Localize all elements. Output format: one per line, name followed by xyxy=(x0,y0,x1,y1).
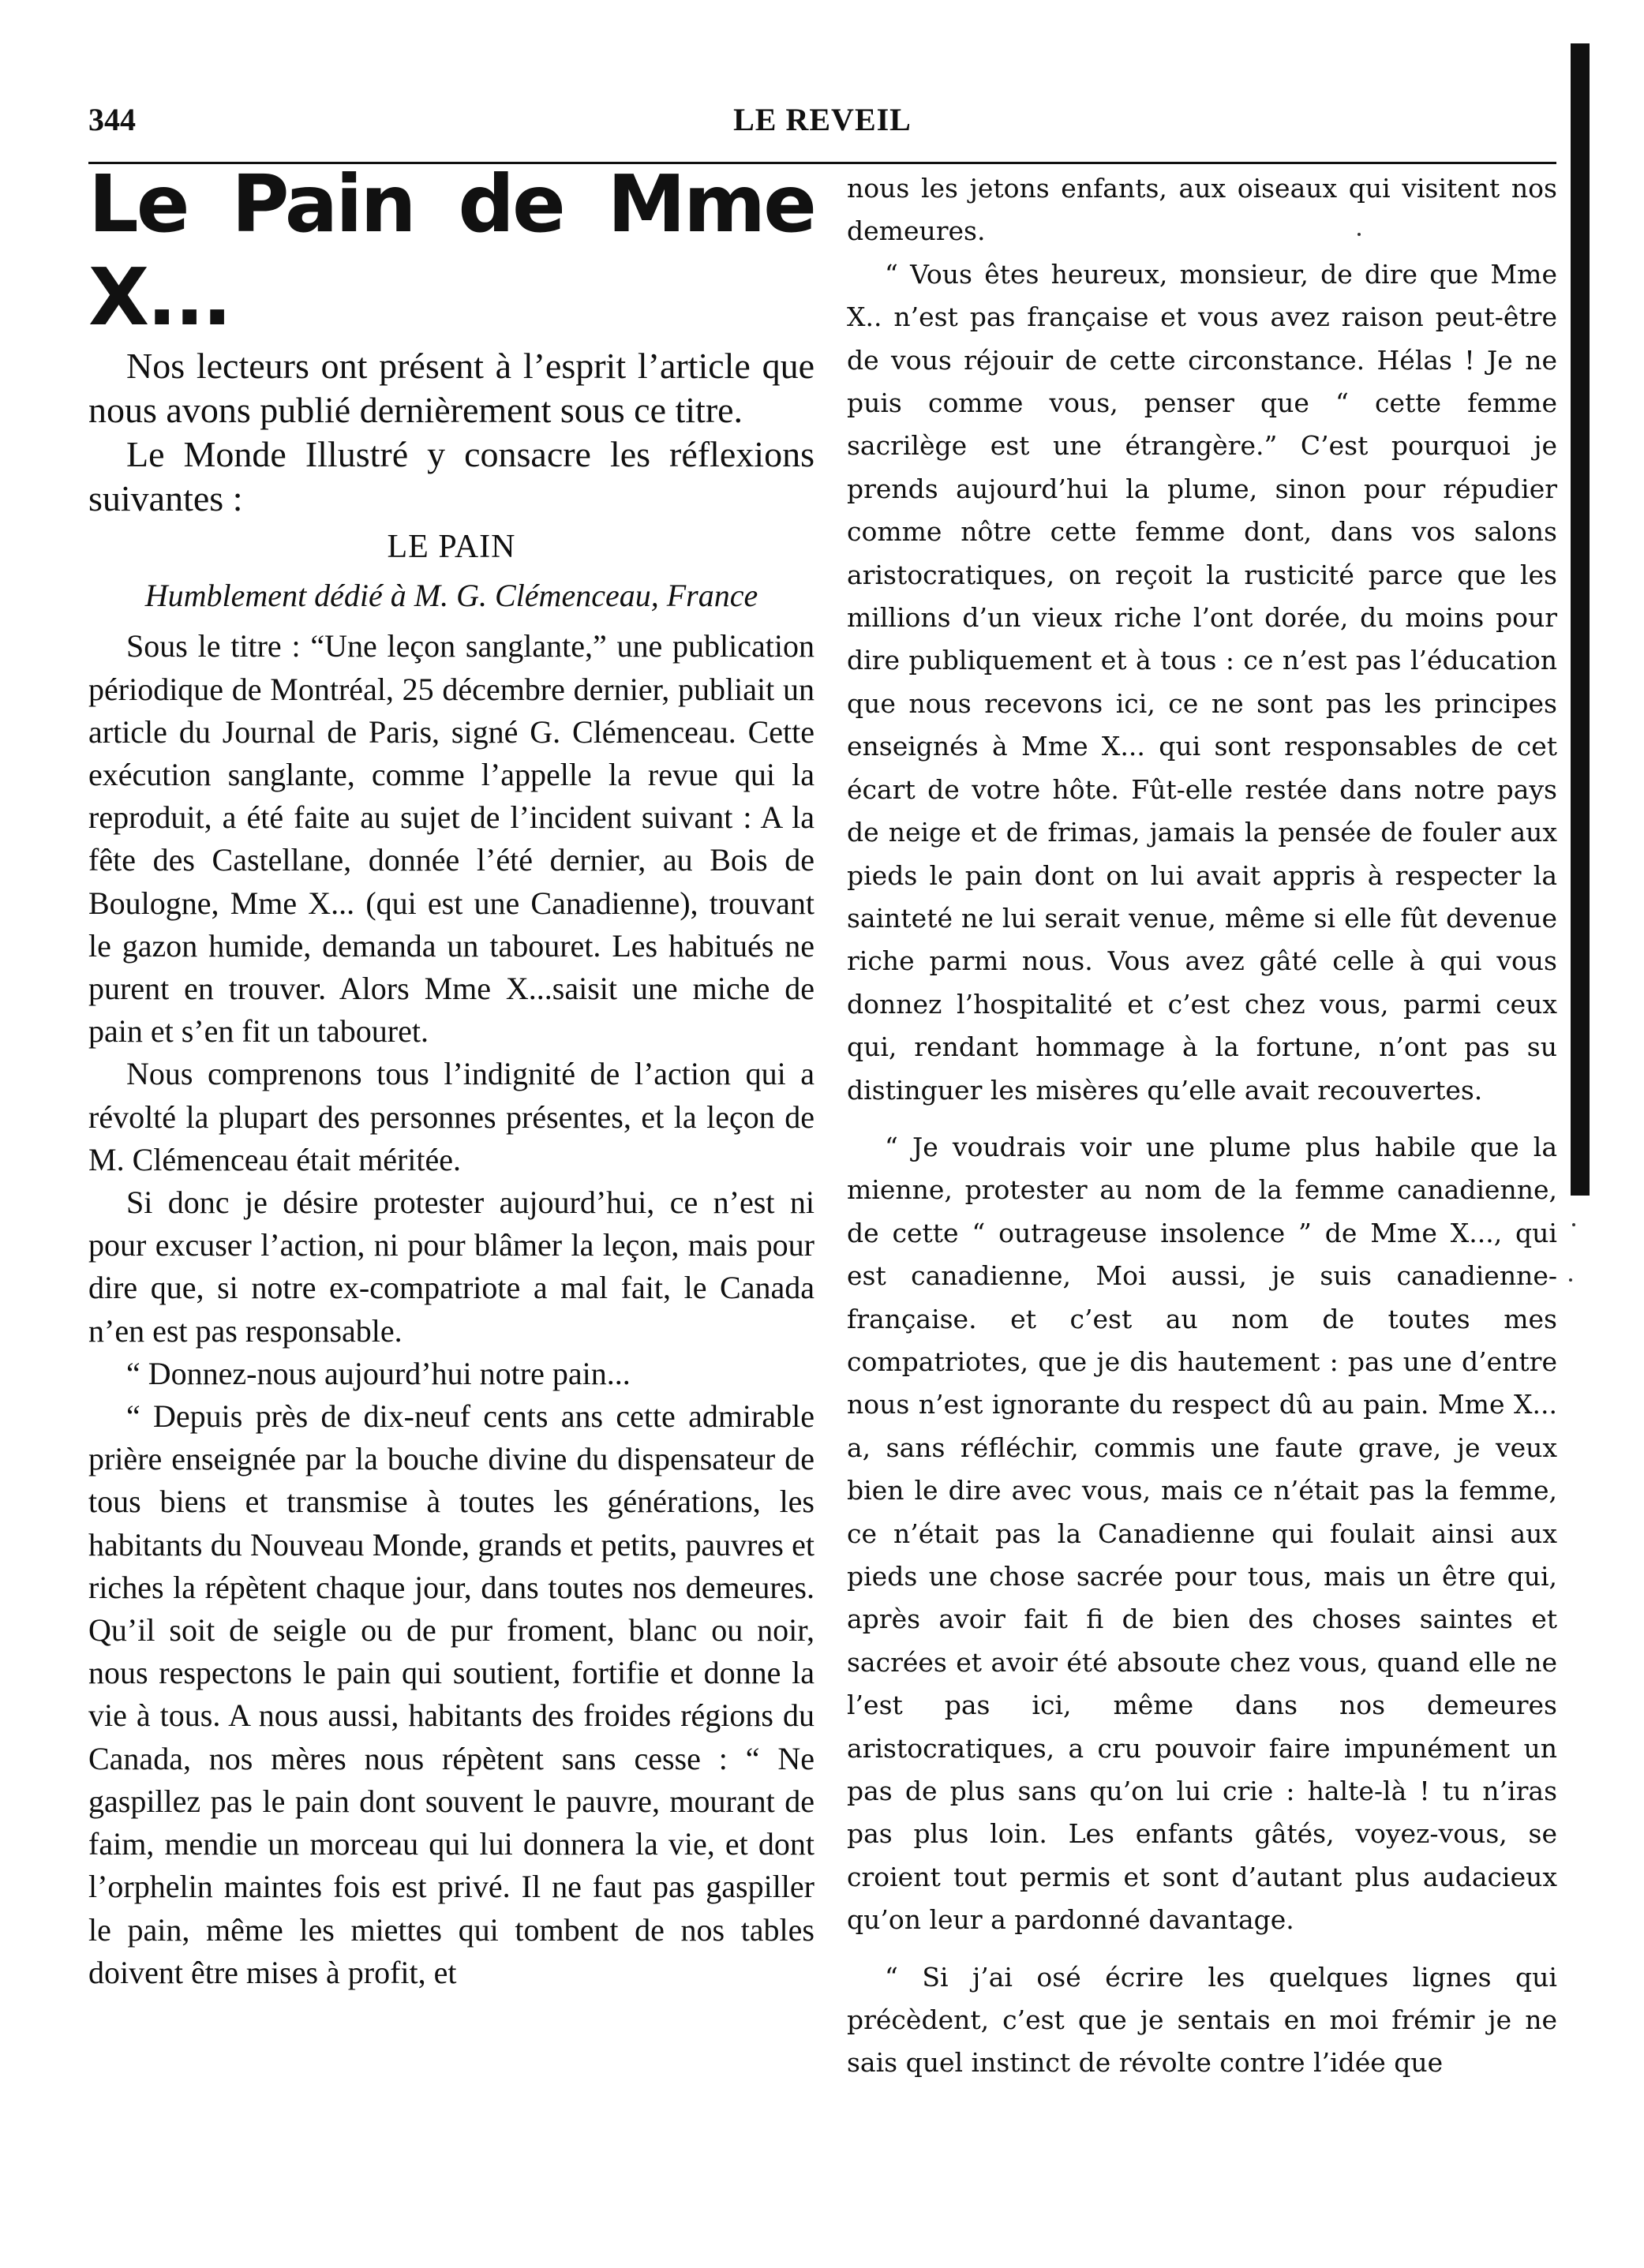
print-speck xyxy=(1358,233,1361,236)
left-column xyxy=(88,158,815,1994)
dedication-line: Humblement dédié à M. G. Clémenceau, France xyxy=(144,578,758,614)
source-line: Le Monde Illustré y consacre les réflexions suivantes : xyxy=(88,434,815,518)
running-header xyxy=(88,95,1556,142)
page-number: 344 xyxy=(88,102,136,137)
print-speck xyxy=(1572,1223,1575,1226)
body-paragraph: “ Donnez-nous aujourd’hui notre pain... xyxy=(126,1355,631,1391)
body-paragraph: “ Vous êtes heureux, monsieur, de dire que Mme X.. n’est pas française et vous avez raison peut-être de vous réjouir de cette circonstance. Hélas ! Je ne puis comme vous, penser que “ cette femme sacrilège est une étrangère.” C’est pourquoi je prends aujourd’hui la plume, sinon pour répudier comme nôtre cette femme dont, dans vos salons aristocratiques, on reçoit la rusticité parce que les millions d’un vieux riche l’ont dorée, du moins pour dire publiquement et à tous : ce n’est pas l’éducation que nous recevons ici, ce ne sont pas les principes enseignés à Mme X... qui sont responsables de cet écart de votre hôte. Fût-elle restée dans notre pays de neige et de frimas, jamais la pensée de fouler aux pieds le pain dont on lui avait appris à respecter la sainteté ne lui serait venue, même si elle fût devenue riche parmi nous. Vous avez gâté celle à qui vous donnez l’hospitalité et c’est chez vous, parmi ceux qui, rendant hommage à la fortune, n’ont pas su distinguer les misères qu’elle avait recouvertes. xyxy=(847,258,1557,1106)
body-paragraph: Si donc je désire protester aujourd’hui, ce n’est ni pour excuser l’action, ni pour blâmer la leçon, mais pour dire que, si notre ex-compatriote a mal fait, le Canada n’en est pas responsable. xyxy=(88,1185,815,1349)
right-column xyxy=(847,167,1557,2085)
body-paragraph: Nous comprenons tous l’indignité de l’action qui a révolté la plupart des personnes présentes, et la leçon de M. Clémenceau était méritée. xyxy=(88,1056,815,1177)
article-headline: Le Pain de Mme X... xyxy=(88,158,815,343)
journal-title: LE REVEIL xyxy=(733,102,912,137)
section-title: LE PAIN xyxy=(387,529,516,565)
body-paragraph: “ Je voudrais voir une plume plus habile que la mienne, protester au nom de la femme canadienne, de cette “ outrageuse insolence ” de Mme X..., qui est canadienne, Moi aussi, je suis canadienne-française. et c’est au nom de toutes mes compatriotes, que je dis hautement : pas une d’entre nous n’est ignorante du respect dû au pain. Mme X... a, sans réfléchir, commis une faute grave, je veux bien le dire avec vous, mais ce n’était pas la femme, ce n’était pas la Canadienne qui foulait ainsi aux pieds une chose sacrée pour tous, mais un être qui, après avoir fait fi de bien des choses saintes et sacrées et avoir été absoute chez vous, quand elle ne l’est pas ici, même dans nos demeures aristocratiques, a cru pouvoir faire impunément un pas de plus sans qu’on lui crie : halte-là ! tu n’iras pas plus loin. Les enfants gâtés, voyez-vous, se croient tout permis et sont d’autant plus audacieux qu’on leur a pardonné davantage. xyxy=(847,1131,1557,1936)
print-speck xyxy=(1569,1278,1572,1282)
body-paragraph: nous les jetons enfants, aux oiseaux qui visitent nos demeures. xyxy=(847,173,1557,247)
body-paragraph: “ Depuis près de dix-neuf cents ans cette admirable prière enseignée par la bouche divine du dispensateur de tous biens et transmise à toutes les générations, les habitants du Nouveau Monde, grands et petits, pauvres et riches la répètent chaque jour, dans toutes nos demeures. Qu’il soit de seigle ou de pur froment, blanc ou noir, nous respectons le pain qui soutient, fortifie et donne la vie à tous. A nous aussi, habitants des froides régions du Canada, nos mères nous répètent sans cesse : “ Ne gaspillez pas le pain dont souvent le pauvre, mourant de faim, mendie un morceau qui lui donnera la vie, et dont l’orphelin maintes fois est privé. Il ne faut pas gaspiller le pain, même les miettes qui tombent de nos tables doivent être mises à profit, et xyxy=(88,1398,815,1990)
body-paragraph: Sous le titre : “Une leçon sanglante,” une publication périodique de Montréal, 25 décembre dernier, publiait un article du Journal de Paris, signé G. Clémenceau. Cette exécution sanglante, comme l’appelle la revue qui la reproduit, a été faite au sujet de l’incident suivant : A la fête des Castellane, donnée l’été dernier, au Bois de Boulogne, Mme X... (qui est une Canadienne), trouvant le gazon humide, demanda un tabouret. Les habitués ne purent en trouver. Alors Mme X...saisit une miche de pain et s’en fit un tabouret. xyxy=(88,628,815,1050)
body-paragraph: “ Si j’ai osé écrire les quelques lignes qui précèdent, c’est que je sentais en moi frémir je ne sais quel instinct de révolte contre l’idée que xyxy=(847,1961,1557,2079)
page-edge-shadow xyxy=(1571,43,1590,1196)
intro-paragraph: Nos lecteurs ont présent à l’esprit l’article que nous avons publié dernièrement sous ce titre. xyxy=(88,346,815,430)
